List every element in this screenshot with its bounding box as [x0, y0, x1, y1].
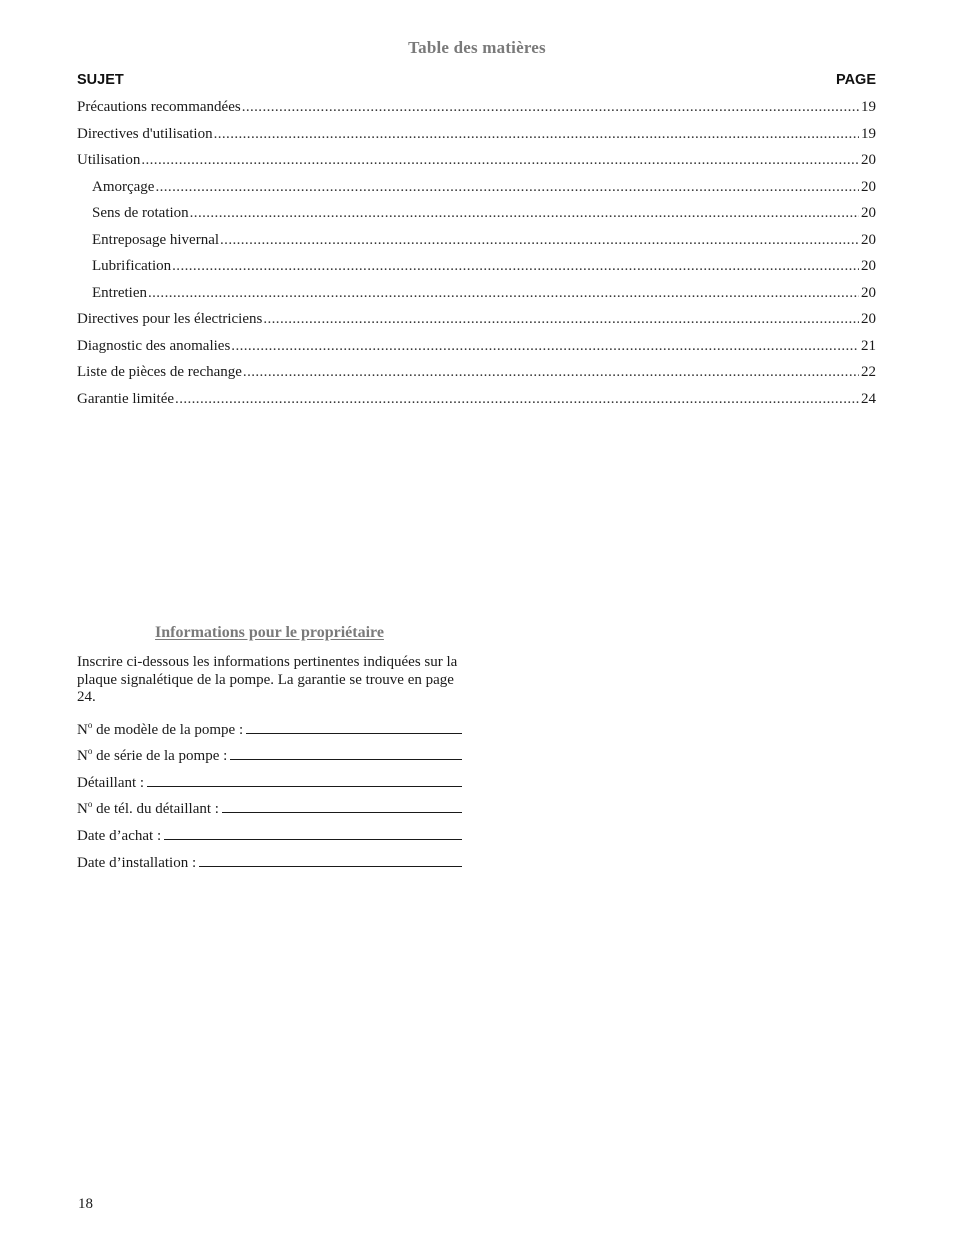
toc-entry-page: 20: [861, 205, 876, 221]
toc-entry: [77, 150, 876, 177]
toc-entry-label: Directives pour les électriciens: [77, 311, 263, 327]
page-number: 18: [78, 1196, 93, 1212]
owner-field-label-text: de tél. du détaillant :: [92, 801, 219, 818]
toc-entry-leader: [190, 203, 859, 223]
owner-field-blank-line[interactable]: [147, 786, 462, 787]
owner-field-label-text: Détaillant :: [77, 774, 145, 791]
toc-entry: [77, 389, 876, 416]
toc-entry: [77, 203, 876, 230]
owner-field-blank-line[interactable]: [246, 733, 462, 734]
toc-entry-page: 20: [861, 231, 876, 248]
toc-entry-page: 24: [861, 390, 876, 407]
toc-entry-label: Précautions recommandées: [77, 99, 241, 115]
owner-field-label: [77, 773, 144, 793]
toc-entry-leader: [220, 230, 859, 250]
toc-entry-page: 21: [861, 337, 876, 354]
owner-field: [77, 819, 462, 846]
toc-header: [77, 72, 876, 88]
toc-entry-page: 20: [861, 152, 876, 168]
toc-entry: [77, 124, 876, 151]
toc-entry-leader: [172, 256, 859, 276]
toc-entry-label: Diagnostic des anomalies: [77, 337, 231, 354]
owner-field-blank-line[interactable]: [199, 866, 462, 867]
owner-field-label-sup: o: [87, 746, 93, 757]
owner-field: [77, 713, 462, 740]
owner-info-title: Informations pour le propriétaire: [155, 624, 384, 641]
toc-entry-page: 20: [861, 284, 876, 301]
toc-entry: [77, 283, 876, 310]
toc-entry-page: 22: [861, 364, 876, 380]
toc-entry-label: Lubrification: [92, 258, 172, 274]
toc-title: Table des matières: [408, 38, 546, 57]
owner-field-blank-line[interactable]: [230, 759, 462, 760]
toc-entry-label: Entreposage hivernal: [92, 231, 220, 248]
owner-field-label-sup: o: [87, 719, 93, 730]
toc-entry-page: 19: [861, 125, 876, 142]
toc-entry-label: Liste de pièces de rechange: [77, 364, 242, 380]
toc-entry-leader: [141, 150, 859, 170]
toc-entry-page: 20: [861, 178, 876, 195]
owner-info-intro: Inscrire ci-dessous les informations pertinentes indiquées sur la plaque signalétique de la pompe. La garantie se trouve en page 24.: [77, 654, 458, 705]
owner-info-fields: [77, 713, 462, 873]
toc-entry-label: Directives d'utilisation: [77, 125, 213, 142]
owner-field-label-sup: o: [87, 799, 93, 810]
toc-entry-label: Utilisation: [77, 152, 141, 168]
owner-field: [77, 793, 462, 820]
owner-field-blank-line[interactable]: [164, 839, 462, 840]
toc-entry-label: Amorçage: [92, 178, 155, 195]
toc-entry-leader: [148, 283, 859, 303]
toc-entry: [77, 362, 876, 389]
owner-field-label-prefix: N: [77, 801, 88, 818]
toc-entry-page: 20: [861, 258, 876, 274]
toc-entry-label: Sens de rotation: [92, 205, 189, 221]
toc-entry-page: 19: [861, 99, 876, 115]
owner-field-label: [77, 853, 196, 873]
toc-entry: [77, 256, 876, 283]
toc-entry-leader: [263, 309, 859, 329]
owner-field: [77, 846, 462, 873]
toc-entry-leader: [242, 97, 859, 117]
toc-entry: [77, 97, 876, 124]
toc-entry: [77, 309, 876, 336]
owner-field-label-text: de série de la pompe :: [92, 748, 228, 765]
owner-field-blank-line[interactable]: [222, 812, 462, 813]
toc-header-subject: SUJET: [77, 72, 124, 88]
toc-entry: [77, 230, 876, 257]
owner-field-label: [77, 799, 219, 819]
toc-header-page: PAGE: [835, 72, 876, 88]
toc-entry-leader: [231, 336, 859, 356]
owner-field-label-prefix: N: [77, 748, 88, 765]
toc-entry-page: 20: [861, 311, 876, 327]
toc-entry-leader: [243, 362, 859, 382]
toc-list: [77, 97, 876, 415]
toc-entry-leader: [214, 124, 859, 144]
toc-entry: [77, 336, 876, 363]
owner-field-label-prefix: N: [77, 721, 88, 738]
owner-field-label-text: Date d’achat :: [77, 827, 162, 844]
owner-field: [77, 740, 462, 767]
owner-field-label-text: de modèle de la pompe :: [92, 721, 244, 738]
owner-field-label-text: Date d’installation :: [77, 854, 197, 871]
toc-entry: [77, 177, 876, 204]
owner-field-label: [77, 720, 243, 740]
toc-entry-leader: [175, 389, 859, 409]
toc-entry-label: Garantie limitée: [77, 390, 175, 407]
owner-field-label: [77, 746, 227, 766]
toc-entry-leader: [155, 177, 859, 197]
owner-field: [77, 766, 462, 793]
owner-field-label: [77, 826, 161, 846]
toc-entry-label: Entretien: [92, 284, 147, 301]
